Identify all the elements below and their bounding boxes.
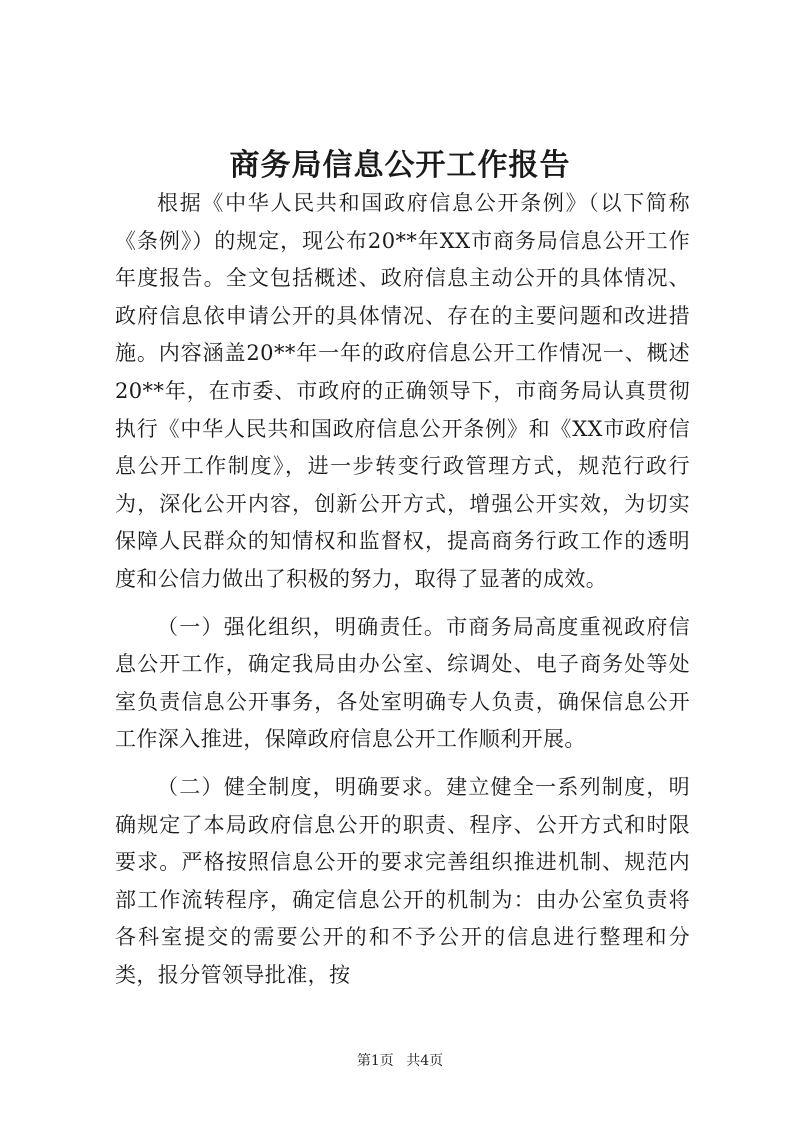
paragraph-organization: （一）强化组织，明确责任。市商务局高度重视政府信息公开工作，确定我局由办公室、综调处、电子商务处等处室负责信息公开事务，各处室明确专人负责，确保信息公开工作深入推进，保障政府信息公开工作顺利开展。 xyxy=(115,614,690,752)
page-footer xyxy=(0,1050,800,1070)
document-body xyxy=(115,185,690,994)
paragraph-overview: 根据《中华人民共和国政府信息公开条例》（以下简称《条例》）的规定，现公布20**年XX市商务局信息公开工作年度报告。全文包括概述、政府信息主动公开的具体情况、政府信息依申请公开的具体情况、存在的主要问题和改进措施。内容涵盖20**年一年的政府信息公开工作情况一、概述20**年，在市委、市政府的正确领导下，市商务局认真贯彻执行《中华人民共和国政府信息公开条例》和《XX市政府信息公开工作制度》，进一步转变行政管理方式，规范行政行为，深化公开内容，创新公开方式，增强公开实效，为切实保障人民群众的知情权和监督权，提高商务行政工作的透明度和公信力做出了积极的努力，取得了显著的成效。 xyxy=(115,191,690,591)
page-total: 共4页 xyxy=(406,1053,444,1069)
page-number: 第1页 xyxy=(356,1053,394,1069)
paragraph-system: （二）健全制度，明确要求。建立健全一系列制度，明确规定了本局政府信息公开的职责、程序、公开方式和时限要求。严格按照信息公开的要求完善组织推进机制、规范内部工作流转程序，确定信息公开的机制为：由办公室负责将各科室提交的需要公开的和不予公开的信息进行整理和分类，报分管领导批准，按 xyxy=(115,774,690,987)
document-title: 商务局信息公开工作报告 xyxy=(229,148,571,183)
